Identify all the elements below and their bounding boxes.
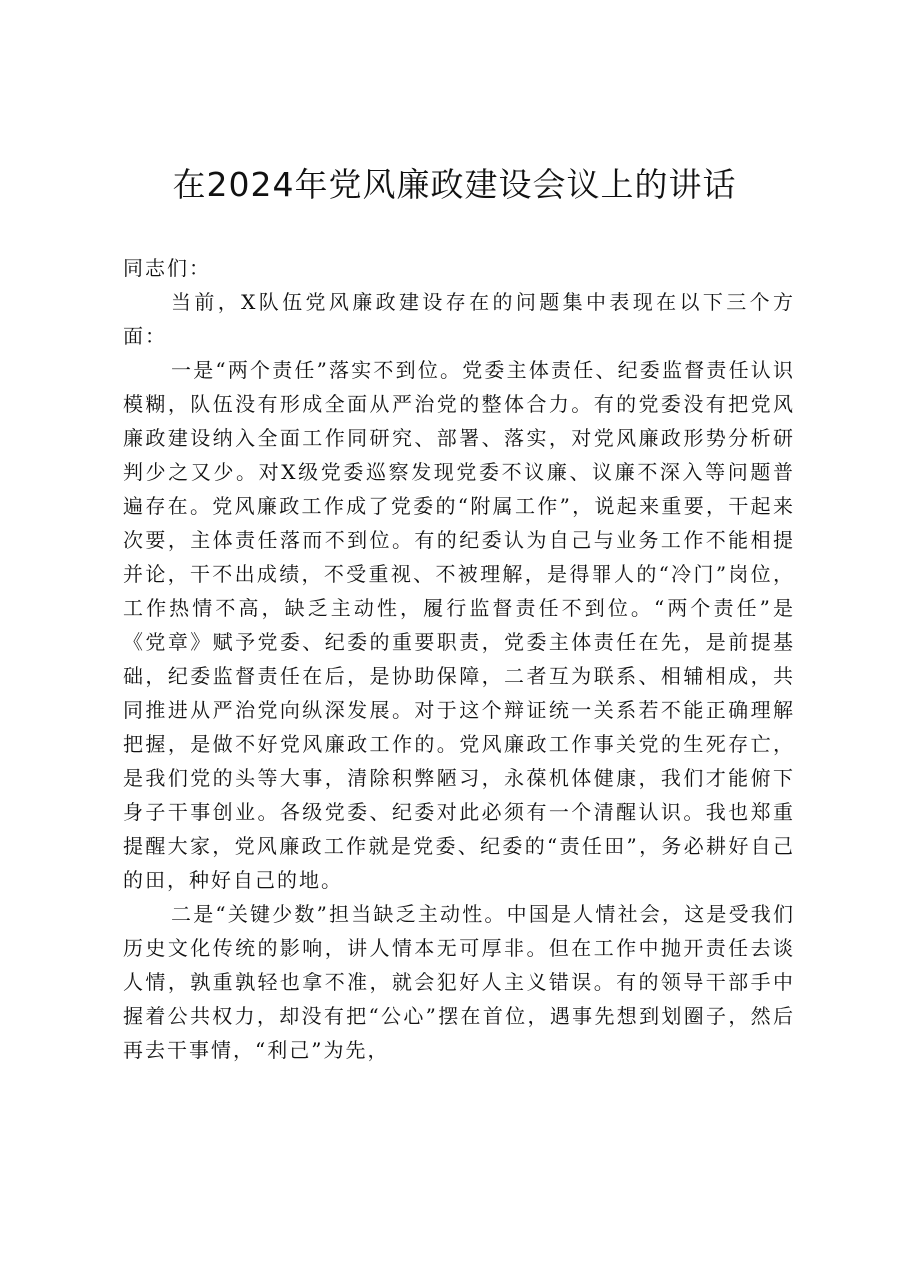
paragraph-intro: 当前，X队伍党风廉政建设存在的问题集中表现在以下三个方面： bbox=[123, 290, 795, 348]
salutation: 同志们： bbox=[123, 256, 211, 280]
document-body bbox=[123, 251, 795, 1067]
document-title: 在2024年党风廉政建设会议上的讲话 bbox=[172, 165, 737, 204]
paragraph-point-one: 一是“两个责任”落实不到位。党委主体责任、纪委监督责任认识模糊，队伍没有形成全面从严治党的整体合力。有的党委没有把党风廉政建设纳入全面工作同研究、部署、落实，对党风廉政形势分析研判少之又少。对X级党委巡察发现党委不议廉、议廉不深入等问题普遍存在。党风廉政工作成了党委的“附属工作”，说起来重要，干起来次要，主体责任落而不到位。有的纪委认为自己与业务工作不能相提并论，干不出成绩，不受重视、不被理解，是得罪人的“冷门”岗位，工作热情不高，缺乏主动性，履行监督责任不到位。“两个责任”是《党章》赋予党委、纪委的重要职责，党委主体责任在先，是前提基础，纪委监督责任在后，是协助保障，二者互为联系、相辅相成，共同推进从严治党向纵深发展。对于这个辩证统一关系若不能正确理解把握，是做不好党风廉政工作的。党风廉政工作事关党的生死存亡，是我们党的头等大事，清除积弊陋习，永葆机体健康，我们才能俯下身子干事创业。各级党委、纪委对此必须有一个清醒认识。我也郑重提醒大家，党风廉政工作就是党委、纪委的“责任田”，务必耕好自己的田，种好自己的地。 bbox=[123, 358, 795, 892]
paragraph-point-two: 二是“关键少数”担当缺乏主动性。中国是人情社会，这是受我们历史文化传统的影响，讲人情本无可厚非。但在工作中抛开责任去谈人情，孰重孰轻也拿不准，就会犯好人主义错误。有的领导干部手中握着公共权力，却没有把“公心”摆在首位，遇事先想到划圈子，然后再去干事情，“利己”为先， bbox=[123, 902, 795, 1062]
